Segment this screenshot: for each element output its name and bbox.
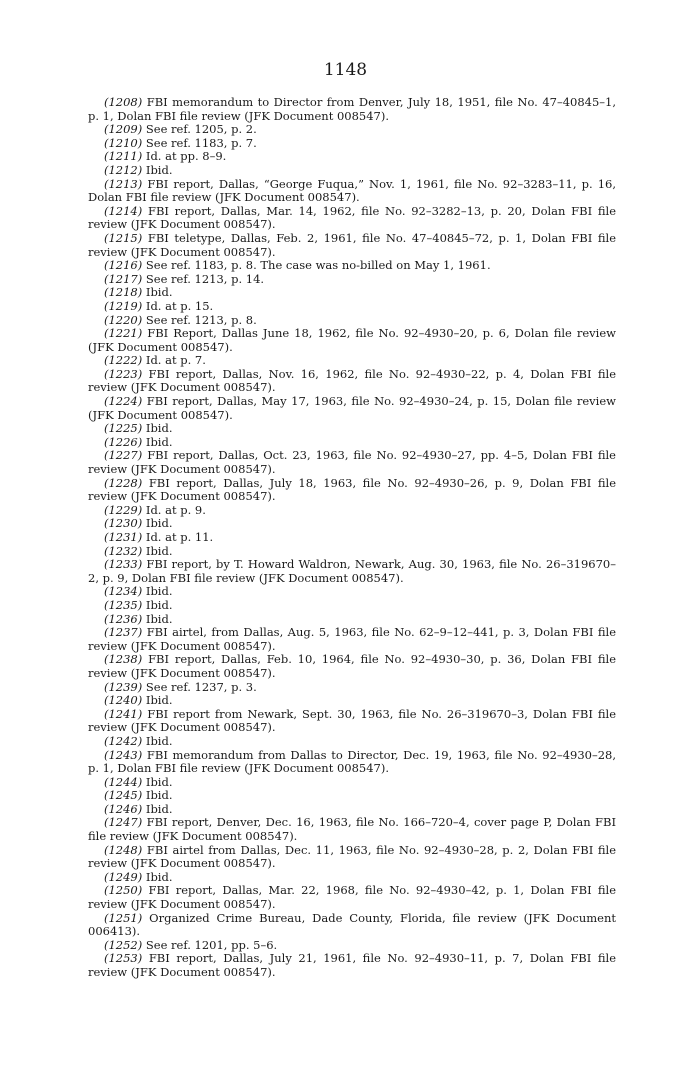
reference-text: FBI report, Dallas, Feb. 10, 1964, file No. 92–4930–30, p. 36, Dolan FBI file review (JFK Document 008547). [88, 652, 617, 680]
reference-note [88, 327, 616, 354]
reference-note [88, 164, 616, 178]
reference-note [88, 232, 616, 259]
reference-number: (1242) [104, 733, 143, 748]
reference-text: Ibid. [145, 788, 173, 803]
reference-text: Ibid. [145, 611, 173, 626]
reference-notes-list [88, 96, 616, 980]
reference-number: (1213) [104, 176, 143, 191]
reference-note [88, 259, 616, 273]
reference-text: Ibid. [145, 162, 173, 177]
reference-text: See ref. 1237, p. 3. [145, 679, 257, 694]
reference-note [88, 422, 616, 436]
reference-number: (1233) [104, 557, 143, 572]
reference-number: (1250) [104, 883, 143, 898]
reference-number: (1214) [104, 203, 143, 218]
reference-number: (1239) [104, 679, 143, 694]
reference-text: Id. at p. 7. [145, 353, 206, 368]
reference-number: (1224) [104, 394, 143, 409]
reference-text: FBI report, Dallas, Nov. 16, 1962, file No. 92–4930–22, p. 4, Dolan FBI file review (JFK Document 008547). [88, 366, 617, 395]
reference-text: FBI airtel from Dallas, Dec. 11, 1963, file No. 92–4930–28, p. 2, Dolan FBI file review (JFK Document 008547). [88, 842, 617, 871]
reference-text: FBI report, by T. Howard Waldron, Newark, Aug. 30, 1963, file No. 26–319670–2, p. 9, Dolan FBI file review (JFK Document 008547). [88, 557, 616, 585]
reference-number: (1226) [104, 434, 143, 449]
reference-number: (1208) [104, 95, 143, 109]
reference-note [88, 749, 616, 776]
reference-number: (1243) [104, 747, 143, 762]
reference-text: FBI report, Dallas, Mar. 14, 1962, file No. 92–3282–13, p. 20, Dolan FBI file review (JFK Document 008547). [88, 203, 617, 232]
reference-text: FBI report, Dallas, May 17, 1963, file No. 92–4930–24, p. 15, Dolan file review (JFK Document 008547). [88, 394, 617, 422]
reference-note [88, 708, 616, 735]
reference-note [88, 137, 616, 151]
reference-text: FBI report, Dallas, July 18, 1963, file No. 92–4930–26, p. 9, Dolan FBI file review (JFK Document 008547). [88, 475, 617, 504]
reference-number: (1209) [104, 122, 143, 137]
reference-note [88, 558, 616, 585]
reference-number: (1241) [104, 706, 143, 721]
reference-text: Id. at p. 9. [145, 502, 206, 517]
reference-number: (1240) [104, 693, 143, 708]
reference-number: (1211) [104, 149, 143, 164]
reference-text: Ibid. [145, 285, 173, 300]
reference-note [88, 789, 616, 803]
reference-note [88, 844, 616, 871]
reference-note [88, 816, 616, 843]
reference-note [88, 871, 616, 885]
reference-note [88, 436, 616, 450]
reference-note [88, 314, 616, 328]
reference-text: FBI report, Dallas, “George Fuqua,” Nov. 1, 1961, file No. 92–3283–11, p. 16, Dolan FBI file review (JFK Document 008547). [88, 176, 617, 205]
reference-number: (1228) [104, 475, 143, 490]
reference-note [88, 96, 616, 123]
reference-number: (1251) [104, 910, 143, 925]
reference-note [88, 178, 616, 205]
reference-text: See ref. 1183, p. 7. [145, 135, 257, 150]
reference-text: Ibid. [145, 801, 173, 816]
reference-text: Ibid. [145, 733, 173, 748]
reference-note [88, 300, 616, 314]
reference-number: (1215) [104, 230, 143, 245]
reference-note [88, 776, 616, 790]
reference-text: See ref. 1201, pp. 5–6. [145, 937, 278, 952]
reference-note [88, 613, 616, 627]
reference-text: Ibid. [145, 543, 173, 558]
reference-text: See ref. 1205, p. 2. [145, 122, 257, 137]
reference-note [88, 531, 616, 545]
reference-note [88, 599, 616, 613]
reference-note [88, 681, 616, 695]
reference-note [88, 273, 616, 287]
reference-number: (1216) [104, 258, 143, 273]
reference-number: (1249) [104, 869, 143, 884]
reference-note [88, 123, 616, 137]
reference-number: (1225) [104, 421, 143, 436]
reference-number: (1234) [104, 584, 143, 599]
reference-number: (1210) [104, 135, 143, 150]
reference-note [88, 545, 616, 559]
reference-text: Ibid. [145, 693, 173, 708]
reference-note [88, 939, 616, 953]
reference-number: (1236) [104, 611, 143, 626]
reference-text: Organized Crime Bureau, Dade County, Florida, file review (JFK Document 006413). [88, 910, 616, 939]
page-number: 1148 [323, 60, 368, 80]
reference-text: FBI teletype, Dallas, Feb. 2, 1961, file No. 47–40845–72, p. 1, Dolan FBI file review (JFK Document 008547). [88, 230, 617, 259]
reference-note [88, 205, 616, 232]
reference-number: (1231) [104, 530, 143, 544]
reference-number: (1245) [104, 788, 143, 803]
reference-number: (1252) [104, 937, 143, 952]
reference-note [88, 477, 616, 504]
reference-note [88, 504, 616, 518]
reference-text: See ref. 1213, p. 14. [145, 271, 265, 286]
reference-note [88, 694, 616, 708]
reference-text: FBI memorandum to Director from Denver, July 18, 1951, file No. 47–40845–1, p. 1, Dolan FBI file review (JFK Document 008547). [88, 95, 617, 123]
reference-number: (1246) [104, 801, 143, 816]
reference-note [88, 884, 616, 911]
reference-text: FBI airtel, from Dallas, Aug. 5, 1963, file No. 62–9–12–441, p. 3, Dolan FBI file review (JFK Document 008547). [88, 625, 616, 653]
reference-text: Id. at p. 11. [145, 530, 214, 544]
reference-number: (1230) [104, 516, 143, 531]
reference-note [88, 395, 616, 422]
reference-text: FBI Report, Dallas June 18, 1962, file No. 92–4930–20, p. 6, Dolan file review (JFK Document 008547). [88, 326, 616, 354]
reference-text: See ref. 1183, p. 8. The case was no-billed on May 1, 1961. [145, 258, 491, 273]
reference-number: (1222) [104, 353, 143, 368]
reference-text: FBI report from Newark, Sept. 30, 1963, file No. 26–319670–3, Dolan FBI file review (JFK Document 008547). [88, 706, 616, 735]
reference-note [88, 517, 616, 531]
reference-number: (1253) [104, 951, 143, 966]
reference-number: (1237) [104, 625, 143, 640]
reference-number: (1227) [104, 448, 143, 463]
reference-text: Ibid. [145, 597, 173, 612]
reference-number: (1232) [104, 543, 143, 558]
reference-number: (1212) [104, 162, 143, 177]
reference-number: (1235) [104, 597, 143, 612]
reference-number: (1220) [104, 312, 143, 327]
reference-number: (1247) [104, 815, 143, 830]
reference-number: (1221) [104, 326, 143, 341]
reference-note [88, 150, 616, 164]
reference-number: (1219) [104, 298, 143, 313]
reference-number: (1229) [104, 502, 143, 517]
reference-note [88, 952, 616, 979]
reference-note [88, 735, 616, 749]
reference-text: FBI report, Dallas, July 21, 1961, file No. 92–4930–11, p. 7, Dolan FBI file review (JFK Document 008547). [88, 951, 617, 979]
reference-text: FBI report, Dallas, Oct. 23, 1963, file No. 92–4930–27, pp. 4–5, Dolan FBI file review (JFK Document 008547). [88, 448, 616, 477]
reference-number: (1218) [104, 285, 143, 300]
reference-note [88, 354, 616, 368]
reference-number: (1217) [104, 271, 143, 286]
reference-text: Ibid. [145, 434, 173, 449]
reference-text: Ibid. [145, 774, 173, 789]
reference-number: (1248) [104, 842, 143, 857]
reference-note [88, 803, 616, 817]
reference-text: Ibid. [145, 421, 173, 436]
reference-text: FBI memorandum from Dallas to Director, Dec. 19, 1963, file No. 92–4930–28, p. 1, Dolan FBI file review (JFK Document 008547). [88, 747, 616, 776]
reference-note [88, 912, 616, 939]
reference-text: See ref. 1213, p. 8. [145, 312, 257, 327]
reference-text: Ibid. [145, 516, 173, 531]
reference-note [88, 449, 616, 476]
reference-note [88, 653, 616, 680]
reference-note [88, 368, 616, 395]
reference-text: FBI report, Denver, Dec. 16, 1963, file No. 166–720–4, cover page P, Dolan FBI file review (JFK Document 008547). [88, 815, 617, 844]
reference-text: Id. at p. 15. [145, 298, 214, 313]
reference-number: (1238) [104, 652, 143, 667]
reference-text: FBI report, Dallas, Mar. 22, 1968, file No. 92–4930–42, p. 1, Dolan FBI file review (JFK Document 008547). [88, 883, 617, 912]
reference-number: (1244) [104, 774, 143, 789]
reference-text: Id. at pp. 8–9. [145, 149, 227, 164]
reference-text: Ibid. [145, 584, 173, 599]
reference-text: Ibid. [145, 869, 173, 884]
reference-number: (1223) [104, 366, 143, 381]
reference-note [88, 585, 616, 599]
reference-note [88, 286, 616, 300]
reference-note [88, 626, 616, 653]
